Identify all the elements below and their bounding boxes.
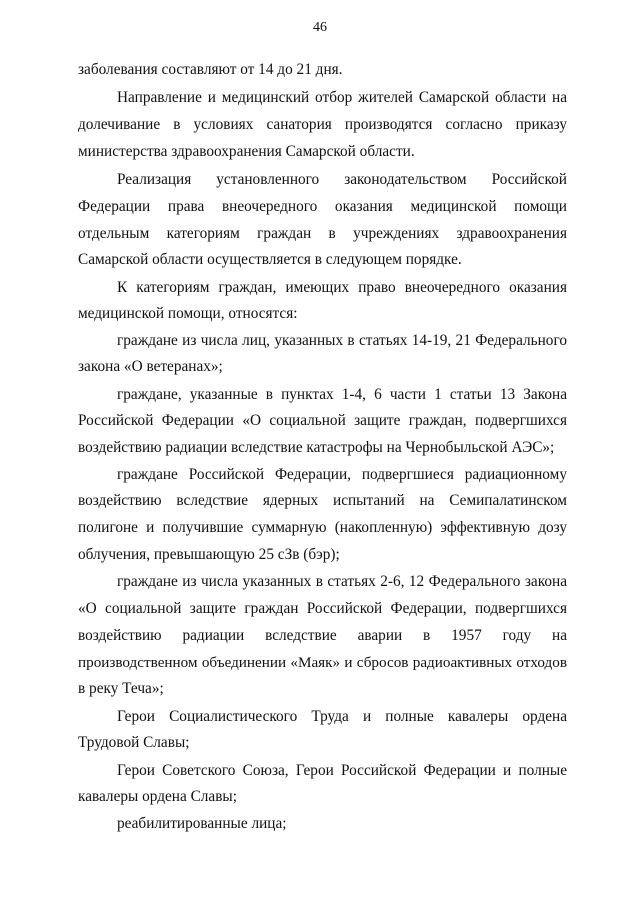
text-line: воздействию вследствие ядерных испытаний на Семипалатинском [78,492,567,509]
text-line: полигоне и получившие суммарную (накопленную) эффективную дозу [78,519,567,536]
text-line: Направление и медицинский отбор жителей Самарской области на [117,89,567,106]
text-line: производственном объединении «Маяк» и сбросов радиоактивных отходов [78,654,567,671]
text-line: граждане из числа указанных в статьях 2-6, 12 Федерального закона [117,573,567,590]
text-line: заболевания составляют от 14 до 21 дня. [78,61,343,78]
text-line: граждане, указанные в пунктах 1-4, 6 части 1 статьи 13 Закона [117,386,567,403]
text-line: медицинской помощи, относятся: [78,305,298,322]
text-line: Трудовой Славы; [78,734,190,751]
text-line: министерства здравоохранения Самарской области. [78,143,415,160]
text-line: Герои Социалистического Труда и полные кавалеры ордена [117,708,567,725]
text-line: отдельным категориям граждан в учреждениях здравоохранения [78,225,567,242]
text-line: воздействию радиации вследствие аварии в 1957 году на [78,627,567,644]
text-line: Федерации права внеочередного оказания медицинской помощи [78,198,567,215]
text-line: граждане Российской Федерации, подвергшиеся радиационному [117,466,567,483]
text-line: долечивание в условиях санатория производятся согласно приказу [78,116,567,133]
text-line: в реку Теча»; [78,680,164,697]
text-line: облучения, превышающую 25 сЗв (бэр); [78,546,340,563]
text-line: кавалеры ордена Славы; [78,788,237,805]
text-line: «О социальной защите граждан Российской Федерации, подвергшихся [78,600,567,617]
text-line: реабилитированные лица; [117,815,287,832]
page-number: 46 [313,20,327,35]
text-line: закона «О ветеранах»; [78,358,223,375]
text-line: воздействию радиации вследствие катастрофы на Чернобыльской АЭС»; [78,439,555,456]
text-line: Герои Советского Союза, Герои Российской Федерации и полные [117,762,567,779]
text-line: К категориям граждан, имеющих право внеочередного оказания [117,279,567,296]
text-line: Реализация установленного законодательством Российской [117,171,567,188]
text-line: Российской Федерации «О социальной защите граждан, подвергшихся [78,412,567,429]
text-line: Самарской области осуществляется в следующем порядке. [78,251,462,268]
text-line: граждане из числа лиц, указанных в статьях 14-19, 21 Федерального [117,332,567,349]
